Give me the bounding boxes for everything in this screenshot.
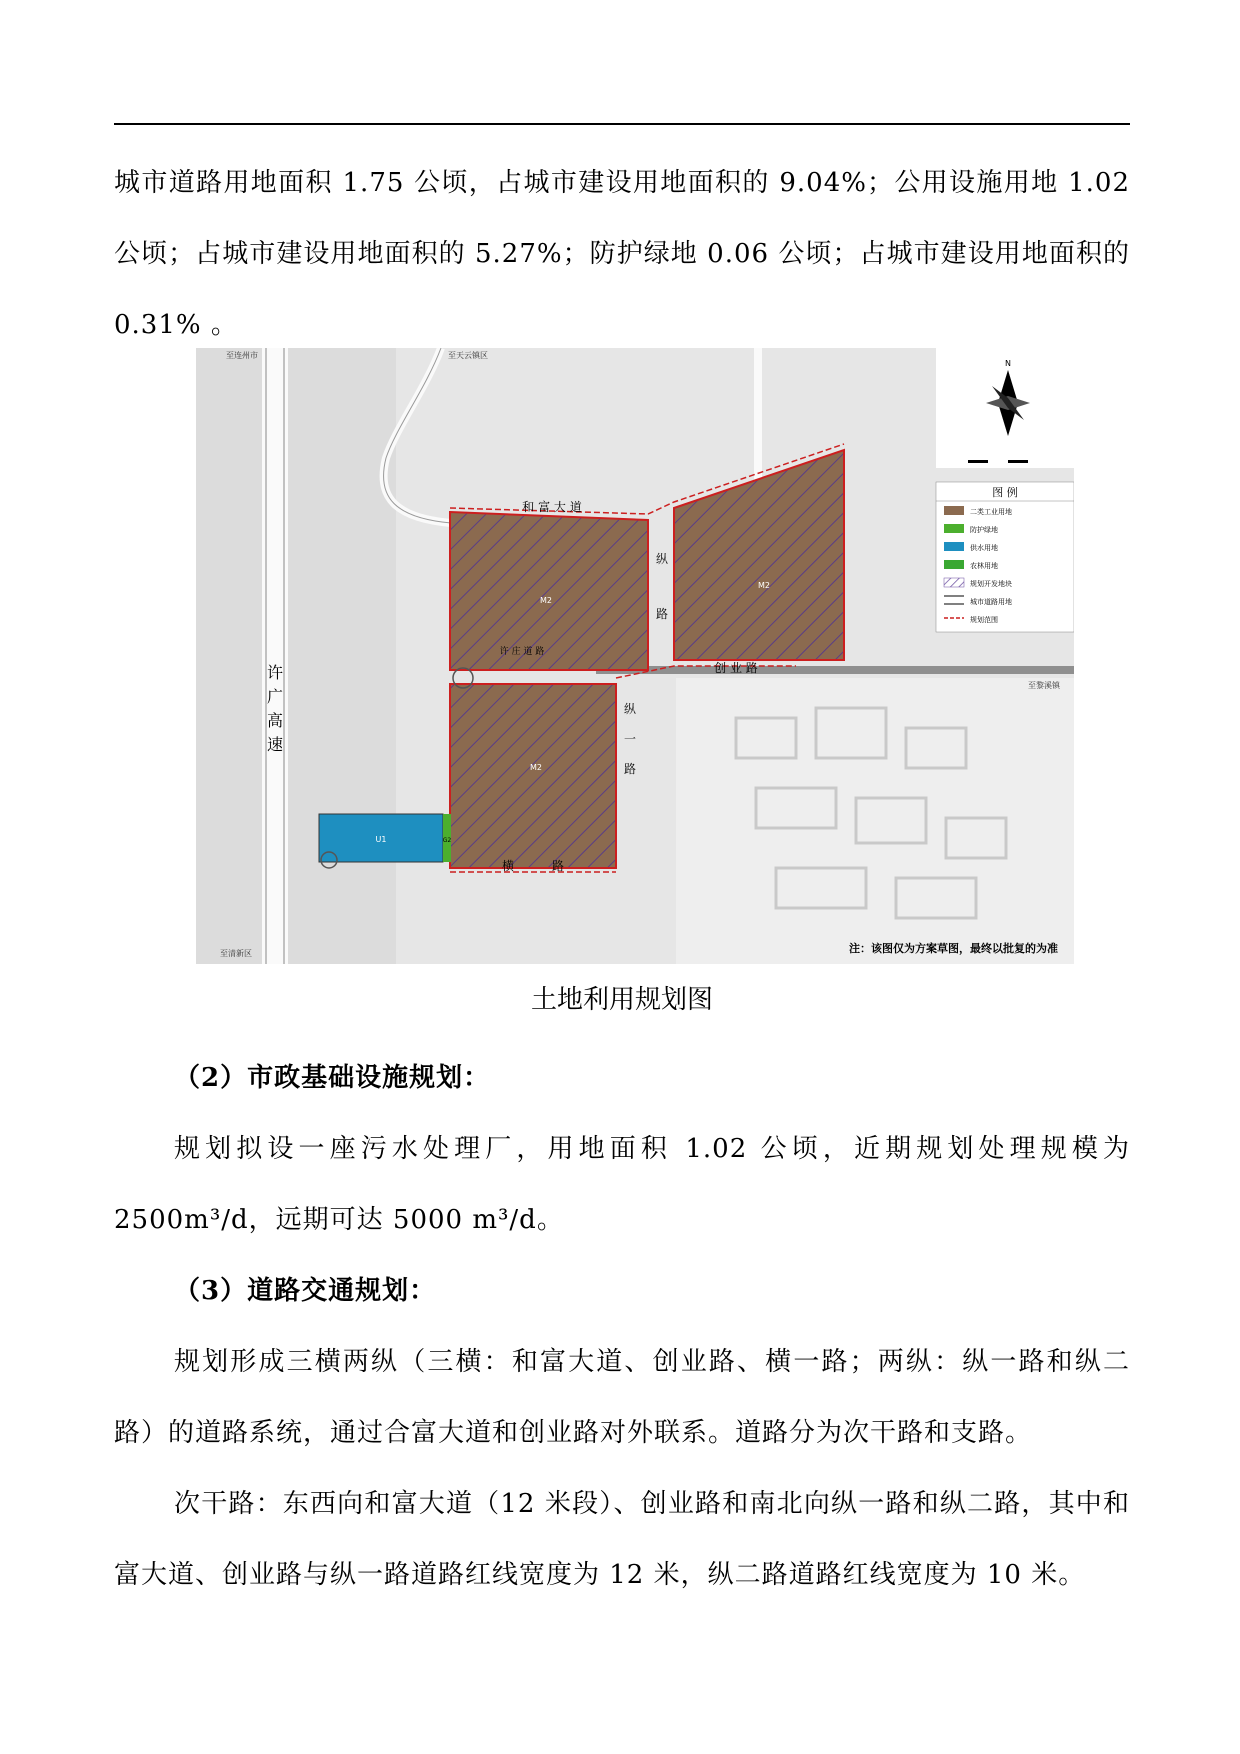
legend-swatch-agri (944, 560, 964, 569)
section3-body1: 规划形成三横两纵（三横：和富大道、创业路、横一路；两纵：纵一路和纵二路）的道路系统，通过合富大道和创业路对外联系。道路分为次干路和支路。 (114, 1347, 1130, 1448)
road-label-heyu: 和 富 大 道 (522, 500, 582, 514)
place-top-left: 至连州市 (226, 351, 258, 360)
body-sections (114, 1043, 1130, 1611)
legend-swatch-water (944, 542, 964, 551)
highway-east (596, 666, 1074, 674)
intro-paragraph: 城市道路用地面积 1.75 公顷，占城市建设用地面积的 9.04%；公用设施用地 1.02 公顷；占城市建设用地面积的 5.27%；防护绿地 0.06 公顷；占城市建设用地面积的 0.31% 。 (114, 168, 1130, 340)
legend-title: 图 例 (992, 486, 1018, 499)
road-label-zongyi-a: 纵 (623, 702, 637, 716)
parcel-code-north-east: M2 (758, 581, 770, 590)
north-label: N (1005, 359, 1011, 368)
legend-label-industrial: 二类工业用地 (970, 508, 1012, 516)
legend-swatch-industrial (944, 506, 964, 515)
road-label-chuangye: 创 业 路 (714, 661, 758, 675)
expressway-label-3: 高 (266, 711, 284, 730)
road-label-zongyi-b: 一 (623, 732, 637, 746)
header-rule (114, 123, 1130, 125)
legend-label-green: 防护绿地 (970, 526, 998, 534)
legend-label-agri: 农林用地 (970, 562, 998, 570)
legend-swatch-green (944, 524, 964, 533)
section3-body2: 次干路：东西向和富大道（12 米段）、创业路和南北向纵一路和纵二路，其中和富大道、创业路与纵一路道路红线宽度为 12 米，纵二路道路红线宽度为 10 米。 (114, 1489, 1130, 1590)
road-label-zongyi-c: 路 (623, 762, 637, 776)
parcel-industrial-north-west (450, 512, 648, 670)
map-note: 注：该图仅为方案草图，最终以批复的为准 (849, 942, 1058, 955)
road-label-zong-a: 纵 (655, 552, 669, 566)
terrain-west (196, 348, 396, 964)
legend-swatch-develop (944, 578, 964, 587)
compass-rose (936, 348, 1074, 468)
road-label-inner: 许 庄 道 路 (499, 647, 545, 657)
expressway-label-4: 速 (266, 735, 284, 754)
parcel-code-green: G2 (442, 837, 452, 844)
section2-body: 规划拟设一座污水处理厂，用地面积 1.02 公顷，近期规划处理规模为 2500m³/d，远期可达 5000 m³/d。 (114, 1134, 1130, 1235)
place-bottom-left: 至清新区 (220, 949, 252, 958)
road-label-zong-b: 路 (655, 607, 669, 621)
legend-label-water: 供水用地 (970, 544, 998, 552)
place-right: 至黎溪镇 (1028, 681, 1060, 690)
road-label-heng-a: 横 (501, 859, 515, 873)
parcel-industrial-south (450, 684, 616, 868)
section3-heading: （3）道路交通规划： (174, 1276, 437, 1306)
expressway (262, 348, 288, 964)
legend-label-boundary: 规划范围 (970, 616, 998, 624)
section2-heading: （2）市政基础设施规划： (174, 1063, 491, 1093)
road-label-heng-b: 路 (551, 859, 565, 873)
parcel-code-north-west: M2 (540, 596, 552, 605)
parcel-code-water: U1 (375, 835, 387, 844)
paragraph-land-area (114, 148, 1130, 361)
expressway-label-2: 广 (266, 687, 284, 706)
legend-label-road: 城市道路用地 (970, 598, 1012, 606)
legend-label-develop: 规划开发地块 (970, 580, 1012, 588)
figure-caption: 土地利用规划图 (530, 985, 713, 1015)
land-use-map (196, 348, 1074, 964)
expressway-label-1: 许 (266, 663, 284, 682)
parcel-code-south: M2 (530, 763, 542, 772)
place-top-mid: 至天云镇区 (448, 351, 488, 360)
legend (936, 482, 1074, 632)
